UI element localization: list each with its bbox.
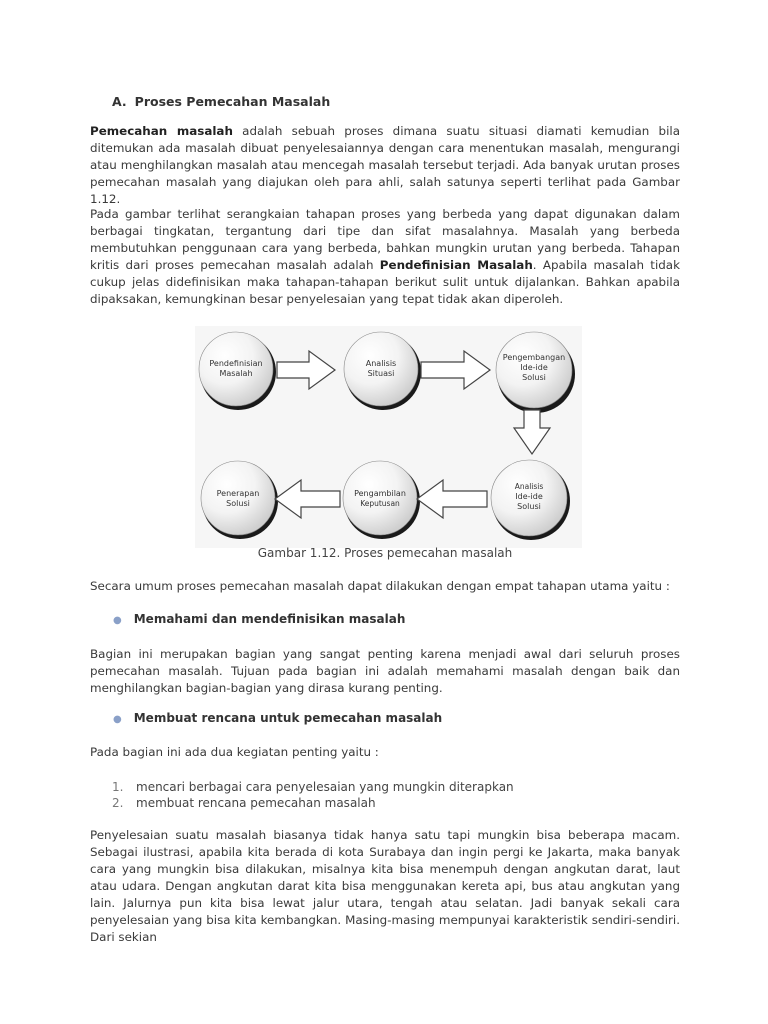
list-item-number: 1. bbox=[112, 780, 124, 794]
node-4-line-3: Solusi bbox=[517, 502, 541, 511]
steps-list bbox=[112, 779, 514, 811]
paragraph-figure-intro-after: . Apabila masalah tidak cukup jelas didefinisikan maka tahapan-tahapan berikut sulit untuk dijalankan. Bahkan apabila dipaksakan, kemungkinan besar penyelesaian yang tepat tidak akan diperoleh. bbox=[90, 258, 680, 306]
node-3-line-1: Pengembangan bbox=[502, 353, 566, 362]
bullet-dot-icon: ● bbox=[113, 615, 122, 626]
node-5-line-1: Pengambilan bbox=[354, 489, 406, 498]
node-1-line-1: Pendefinisian bbox=[209, 359, 263, 368]
paragraph-figure-intro bbox=[90, 206, 680, 308]
bullet-heading-memahami-text: Memahami dan mendefinisikan masalah bbox=[133, 612, 406, 626]
bullet-heading-rencana bbox=[113, 711, 442, 725]
section-heading bbox=[112, 94, 330, 109]
paragraph-definition bbox=[90, 123, 680, 208]
node-2-line-1: Analisis bbox=[365, 359, 397, 368]
bullet-heading-memahami bbox=[113, 612, 405, 626]
node-3-line-2: Ide-ide bbox=[520, 363, 548, 372]
list-item-number: 2. bbox=[112, 796, 124, 810]
node-4-line-2: Ide-ide bbox=[515, 492, 543, 501]
list-item-text: membuat rencana pemecahan masalah bbox=[136, 796, 376, 810]
list-item-text: mencari berbagai cara penyelesaian yang mungkin diterapkan bbox=[136, 780, 514, 794]
node-6-line-1: Penerapan bbox=[216, 489, 260, 498]
section-letter: A. bbox=[112, 94, 127, 109]
node-4-line-1: Analisis bbox=[514, 482, 544, 491]
list-item bbox=[112, 779, 514, 795]
bullet-heading-rencana-text: Membuat rencana untuk pemecahan masalah bbox=[133, 711, 443, 725]
node-5-line-2: Keputusan bbox=[360, 499, 400, 508]
paragraph-penyelesaian: Penyelesaian suatu masalah biasanya tidak hanya satu tapi mungkin bisa beberapa macam. Sebagai ilustrasi, apabila kita berada di kota Surabaya dan ingin pergi ke Jakarta, maka banyak cara yang mungkin bisa dilakukan, misalnya kita bisa menempuh dengan angkutan darat, laut atau udara. Dengan angkutan darat kita bisa menggunakan kereta api, bus atau angkutan yang lain. Jalurnya pun kita bisa lewat jalur utara, tengah atau selatan. Jadi banyak sekali cara penyelesaian yang bisa kita kembangkan. Masing-masing mempunyai karakteristik sendiri-sendiri. Dari sekian bbox=[90, 828, 680, 944]
paragraph-definition-text: adalah sebuah proses dimana suatu situasi diamati kemudian bila ditemukan ada masalah dibuat penyelesaiannya dengan cara menentukan masalah, mengurangi atau menghilangkan masalah atau mencegah masalah tersebut terjadi. Ada banyak urutan proses pemecahan masalah yang diajukan oleh para ahli, salah satunya seperti terlihat pada Gambar 1.12. bbox=[90, 124, 680, 206]
figure-caption: Gambar 1.12. Proses pemecahan masalah bbox=[257, 546, 513, 560]
term-pemecahan-masalah: Pemecahan masalah bbox=[90, 124, 233, 138]
node-3-line-3: Solusi bbox=[522, 373, 546, 382]
bullet-dot-icon: ● bbox=[113, 714, 122, 725]
node-1-line-2: Masalah bbox=[219, 369, 253, 378]
paragraph-memahami: Bagian ini merupakan bagian yang sangat penting karena menjadi awal dari seluruh proses pemecahan masalah. Tujuan pada bagian ini adalah memahami masalah dengan baik dan menghilangkan bagian-bagian yang dirasa kurang penting. bbox=[90, 647, 680, 695]
list-item bbox=[112, 795, 514, 811]
paragraph-figure-intro-before: Pada gambar terlihat serangkaian tahapan proses yang berbeda yang dapat digunakan dalam berbagai tingkatan, tergantung dari tipe dan sifat masalahnya. Masalah yang berbeda membutuhkan penggunaan cara yang berbeda, bahkan mungkin urutan yang berbeda. Tahapan kritis dari proses pemecahan masalah adalah bbox=[90, 207, 680, 272]
node-2-line-2: Situasi bbox=[367, 369, 395, 378]
term-pendefinisian-masalah: Pendefinisian Masalah bbox=[379, 258, 533, 272]
node-6-line-2: Solusi bbox=[226, 499, 250, 508]
paragraph-stages-intro: Secara umum proses pemecahan masalah dapat dilakukan dengan empat tahapan utama yaitu : bbox=[90, 579, 670, 593]
process-diagram bbox=[195, 326, 582, 548]
paragraph-rencana: Pada bagian ini ada dua kegiatan penting yaitu : bbox=[90, 745, 379, 759]
section-title: Proses Pemecahan Masalah bbox=[134, 94, 331, 109]
